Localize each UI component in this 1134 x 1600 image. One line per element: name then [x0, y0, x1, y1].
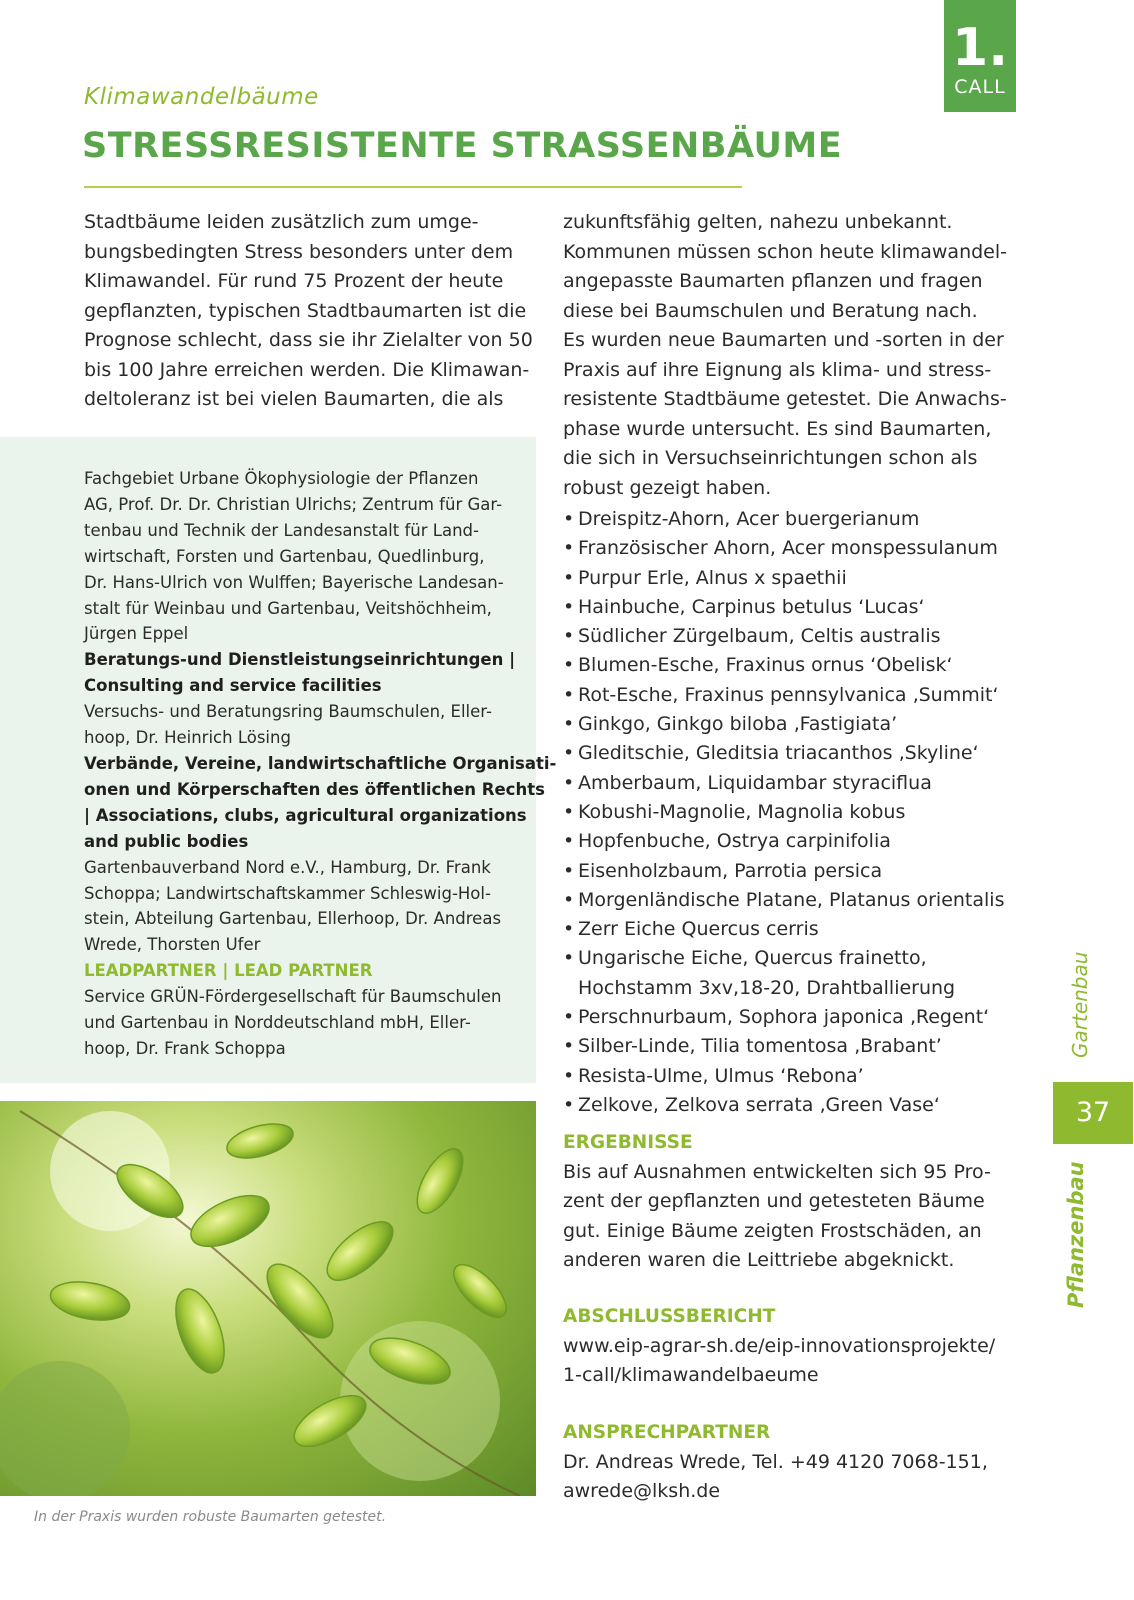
tree-list-item: • Ungarische Eiche, Quercus frainetto, [563, 944, 1033, 973]
report-heading: ABSCHLUSSBERICHT [563, 1306, 776, 1327]
call-number: 1. [952, 18, 1008, 78]
intro-line: gepflanzten, typischen Stadtbaumarten ist die [84, 299, 527, 322]
tree-list-item: • Hopfenbuche, Ostrya carpinifolia [563, 827, 1033, 856]
partners-box [0, 437, 557, 1083]
tree-list-item: • Zerr Eiche Quercus cerris [563, 915, 1033, 944]
section-name: Gartenbau [1068, 951, 1092, 1058]
partner-line: hoop, Dr. Frank Schoppa [84, 1038, 286, 1058]
tree-list-item: • Südlicher Zürgelbaum, Celtis australis [563, 622, 1033, 651]
article-title: STRESSRESISTENTE STRASSENBÄUME [82, 126, 843, 166]
category-name: Pflanzenbau [1064, 1161, 1088, 1308]
contact-heading: ANSPRECHPARTNER [563, 1422, 771, 1443]
partner-line: Gartenbauverband Nord e.V., Hamburg, Dr. Frank [84, 857, 491, 877]
partner-line: stein, Abteilung Gartenbau, Ellerhoop, Dr. Andreas [84, 909, 502, 929]
results-line: Bis auf Ausnahmen entwickelten sich 95 Pro- [563, 1160, 991, 1183]
text-line: diese bei Baumschulen und Beratung nach. [563, 299, 978, 322]
partner-line: und Gartenbau in Norddeutschland mbH, Eller- [84, 1013, 471, 1033]
intro-line: Stadtbäume leiden zusätzlich zum umge- [84, 211, 479, 233]
text-line: Kommunen müssen schon heute klimawandel- [563, 240, 1007, 263]
leaves-photo [0, 1101, 536, 1496]
text-line: phase wurde untersucht. Es sind Baumarten, [563, 417, 992, 440]
title-divider [84, 186, 742, 188]
tree-list-item: • Eisenholzbaum, Parrotia persica [563, 857, 1033, 886]
tree-list-item: • Silber-Linde, Tilia tomentosa ‚Brabant’ [563, 1032, 1033, 1061]
results-line: anderen waren die Leittriebe abgeknickt. [563, 1249, 955, 1271]
tree-list-item: • Dreispitz-Ahorn, Acer buergerianum [563, 505, 1033, 534]
partner-line: Schoppa; Landwirtschaftskammer Schleswig-Hol- [84, 883, 491, 903]
tree-list-item: Hochstamm 3xv,18-20, Drahtballierung [578, 976, 956, 999]
partner-line: Dr. Hans-Ulrich von Wulffen; Bayerische Landesan- [84, 572, 504, 592]
report-link[interactable]: 1-call/klimawandelbaeume [563, 1364, 819, 1386]
partner-category: Consulting and service facilities [84, 676, 382, 696]
partner-category: Beratungs-und Dienstleistungseinrichtungen | [84, 650, 516, 670]
tree-list-item: • Perschnurbaum, Sophora japonica ‚Regent‘ [563, 1003, 1033, 1032]
intro-line: bis 100 Jahre erreichen werden. Die Klimawan- [84, 358, 530, 381]
leadpartner-heading: LEADPARTNER | LEAD PARTNER [84, 961, 373, 981]
text-line: die sich in Versuchseinrichtungen schon als [563, 447, 978, 469]
partner-line: wirtschaft, Forsten und Gartenbau, Quedlinburg, [84, 546, 485, 566]
partner-category: and public bodies [84, 831, 249, 851]
page-number: 37 [1053, 1082, 1133, 1144]
partner-line: AG, Prof. Dr. Dr. Christian Ulrichs; Zentrum für Gar- [84, 494, 503, 514]
tree-list-item: • Hainbuche, Carpinus betulus ‘Lucas‘ [563, 593, 1033, 622]
contact-line: Dr. Andreas Wrede, Tel. +49 4120 7068-151, [563, 1450, 988, 1473]
side-section-label [1062, 940, 1122, 1060]
report-section [563, 1302, 1033, 1391]
contact-email[interactable]: awrede@lksh.de [563, 1480, 721, 1502]
leaves-illustration [0, 1101, 536, 1496]
tree-list-item: • Blumen-Esche, Fraxinus ornus ‘Obelisk‘ [563, 651, 1033, 680]
tree-list-item: • Rot-Esche, Fraxinus pennsylvanica ‚Summit‘ [563, 681, 1033, 710]
partner-category: onen und Körperschaften des öffentlichen Rechts [84, 779, 545, 799]
text-line: robust gezeigt haben. [563, 476, 772, 499]
partner-line: hoop, Dr. Heinrich Lösing [84, 728, 291, 748]
contact-section [563, 1418, 1033, 1507]
intro-line: deltoleranz ist bei vielen Baumarten, die als [84, 388, 504, 410]
call-badge [944, 0, 1016, 112]
tree-list-item: • Kobushi-Magnolie, Magnolia kobus [563, 798, 1033, 827]
tree-list-item: • Resista-Ulme, Ulmus ‘Rebona’ [563, 1062, 1033, 1091]
text-line: zukunftsfähig gelten, nahezu unbekannt. [563, 211, 953, 233]
results-line: gut. Einige Bäume zeigten Frostschäden, an [563, 1219, 982, 1242]
tree-list-item: • Ginkgo, Ginkgo biloba ‚Fastigiata’ [563, 710, 1033, 739]
tree-list-item: • Zelkove, Zelkova serrata ‚Green Vase‘ [563, 1091, 1033, 1120]
call-label: CALL [954, 76, 1006, 98]
text-line: angepasste Baumarten pflanzen und fragen [563, 270, 983, 292]
partner-category: | Associations, clubs, agricultural organizations [84, 805, 527, 825]
partner-line: Fachgebiet Urbane Ökophysiologie der Pflanzen [84, 469, 479, 488]
partners-text [84, 466, 557, 1062]
tree-list-item: • Purpur Erle, Alnus x spaethii [563, 564, 1033, 593]
tree-species-list [563, 505, 1033, 1120]
report-link[interactable]: www.eip-agrar-sh.de/eip-innovationsprojekte/ [563, 1334, 996, 1357]
side-category-label [1064, 1161, 1104, 1310]
tree-list-item: • Amberbaum, Liquidambar styraciflua [563, 769, 1033, 798]
text-line: Praxis auf ihre Eignung als klima- und stress- [563, 358, 992, 381]
tree-list-item: • Französischer Ahorn, Acer monspessulanum [563, 534, 1033, 563]
photo-caption: In der Praxis wurden robuste Baumarten getestet. [34, 1509, 387, 1525]
results-line: zent der gepflanzten und getesteten Bäume [563, 1190, 985, 1212]
article-kicker: Klimawandelbäume [84, 84, 319, 110]
tree-list-item: • Gleditschie, Gleditsia triacanthos ‚Skyline‘ [563, 739, 1033, 768]
partner-line: Versuchs- und Beratungsring Baumschulen, Eller- [84, 702, 492, 722]
partner-line: Service GRÜN-Fördergesellschaft für Baumschulen [84, 987, 502, 1007]
text-line: Es wurden neue Baumarten und -sorten in der [563, 329, 1004, 351]
text-line: resistente Stadtbäume getestet. Die Anwachs- [563, 388, 1007, 410]
results-section [563, 1128, 1033, 1276]
tree-list-item: • Morgenländische Platane, Platanus orientalis [563, 886, 1033, 915]
intro-paragraph [84, 208, 532, 415]
partner-line: stalt für Weinbau und Gartenbau, Veitshöchheim, [84, 598, 492, 618]
results-heading: ERGEBNISSE [563, 1132, 693, 1153]
partner-line: Jürgen Eppel [84, 624, 189, 644]
main-text [563, 208, 1033, 503]
intro-line: Klimawandel. Für rund 75 Prozent der heute [84, 270, 504, 292]
partner-line: tenbau und Technik der Landesanstalt für Land- [84, 520, 479, 540]
partner-category: Verbände, Vereine, landwirtschaftliche Organisati- [84, 753, 557, 773]
partner-line: Wrede, Thorsten Ufer [84, 935, 261, 955]
intro-line: bungsbedingten Stress besonders unter dem [84, 240, 514, 263]
intro-line: Prognose schlecht, dass sie ihr Zielalter von 50 [84, 329, 533, 351]
